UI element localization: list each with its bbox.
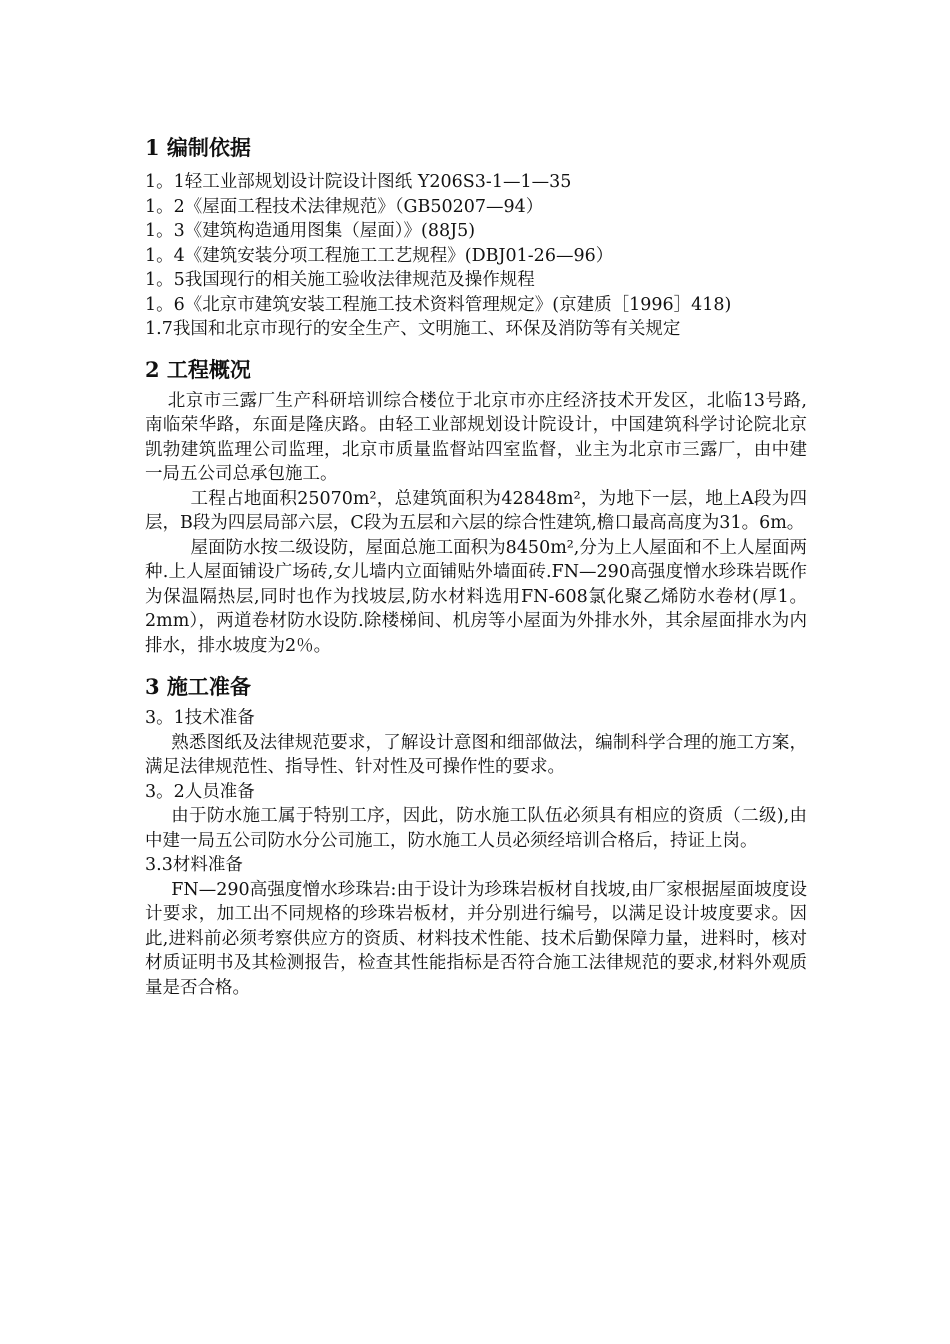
project-overview-paragraph-1: 北京市三露厂生产科研培训综合楼位于北京市亦庄经济技术开发区，北临13号路,南临荣华路，东面是隆庆路。由轻工业部规划设计院设计，中国建筑科学讨论院北京凯勃建筑监理公司监理，北京市质量监督站四室监督，业主为北京市三露厂，由中建一局五公司总承包施工。: [145, 390, 807, 484]
subsection-3-3-title: 3.3材料准备: [145, 855, 243, 875]
subsection-3-1-text: 熟悉图纸及法律规范要求，了解设计意图和细部做法，编制科学合理的施工方案，满足法律规范性、指导性、针对性及可操作性的要求。: [145, 732, 807, 777]
reference-item-1-6: 1。6《北京市建筑安装工程施工技术资料管理规定》(京建质［1996］418): [145, 294, 732, 315]
section-1-heading: 1 编制依据: [145, 135, 251, 160]
reference-item-1-5: 1。5我国现行的相关施工验收法律规范及操作规程: [145, 270, 535, 290]
section-3-heading: 3 施工准备: [145, 674, 251, 699]
reference-item-1-7: 1.7我国和北京市现行的安全生产、文明施工、环保及消防等有关规定: [145, 319, 681, 339]
reference-item-1-4: 1。4《建筑安装分项工程施工工艺规程》(DBJ01-26—96）: [145, 245, 614, 266]
reference-item-1-3: 1。3《建筑构造通用图集（屋面）》(88J5): [145, 221, 476, 241]
subsection-3-3-text: FN—290高强度憎水珍珠岩:由于设计为珍珠岩板材自找坡,由厂家根据屋面坡度设计要求，加工出不同规格的珍珠岩板材，并分别进行编号，以满足设计坡度要求。因此,进料前必须考察供应方的资质、材料技术性能、技术后勤保障力量，进料时，核对材质证明书及其检测报告，检查其性能指标是否符合施工法律规范的要求,材料外观质量是否合格。: [145, 879, 807, 998]
project-overview-paragraph-3: 屋面防水按二级设防，屋面总施工面积为8450m²,分为上人屋面和不上人屋面两种.上人屋面铺设广场砖,女儿墙内立面铺贴外墙面砖.FN—290高强度憎水珍珠岩既作为保温隔热层,同时也作为找坡层,防水材料选用FN-608氯化聚乙烯防水卷材(厚1。2mm），两道卷材防水设防.除楼梯间、机房等小屋面为外排水外，其余屋面排水为内排水，排水坡度为2％。: [145, 537, 807, 656]
section-2-heading: 2 工程概况: [145, 356, 251, 382]
project-overview-paragraph-2: 工程占地面积25070m²，总建筑面积为42848m²，为地下一层，地上A段为四层，B段为四层局部六层，C段为五层和六层的综合性建筑,檐口最高高度为31。6m。: [145, 488, 807, 533]
reference-item-1-1: 1。1轻工业部规划设计院设计图纸 Y206S3-1—1—35: [145, 172, 572, 192]
document-content: [145, 133, 807, 1000]
subsection-3-1-title: 3。1技术准备: [145, 708, 255, 728]
subsection-3-2-title: 3。2人员准备: [145, 781, 255, 802]
reference-item-1-2: 1。2《屋面工程技术法律规范》（GB50207—94）: [145, 196, 544, 217]
subsection-3-2-text: 由于防水施工属于特别工序，因此，防水施工队伍必须具有相应的资质（二级),由中建一局五公司防水分公司施工，防水施工人员必须经培训合格后，持证上岗。: [145, 806, 807, 851]
